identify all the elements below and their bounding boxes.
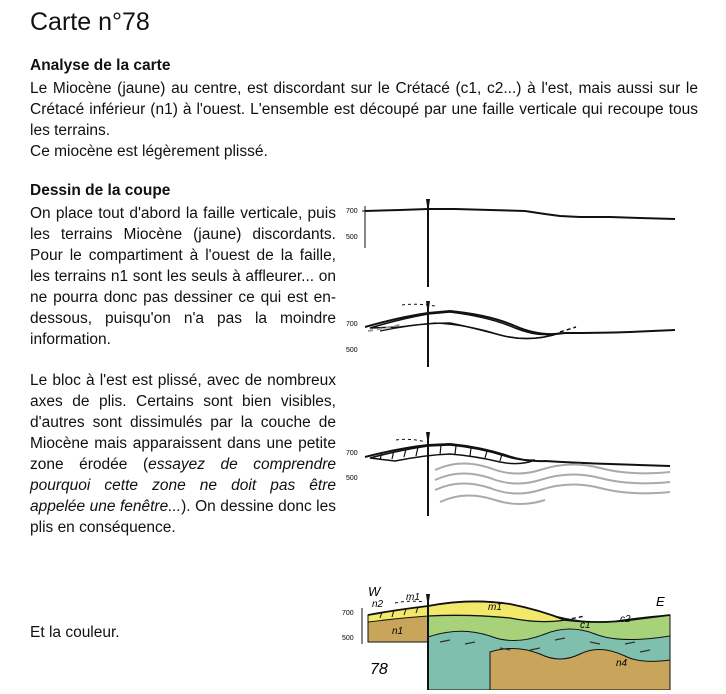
- analyse-conclusion: Ce miocène est légèrement plissé.: [30, 143, 268, 160]
- miocene-layer-3: [370, 445, 535, 464]
- c1-label: c1: [580, 620, 591, 631]
- plis-text-end: ). On dessine donc les plis en conséquence.: [30, 498, 336, 536]
- west-label: W: [368, 584, 381, 599]
- analyse-paragraph: Le Miocène (jaune) au centre, est discordant sur le Crétacé (c1, c2...) à l'est, mais aussi sur le Crétacé inférieur (n1) à l'ouest. L'ensemble est découpé par une faille verticale qui recoupe tous les terrains.: [30, 80, 698, 139]
- eroded-contour-east: [560, 327, 576, 332]
- map-number: 78: [370, 661, 388, 678]
- eroded-contour-top-3: [396, 439, 426, 442]
- sketch-couleur: [340, 582, 690, 690]
- fold-line-3: [435, 483, 670, 493]
- fault-head: [426, 199, 430, 206]
- fault-head-2: [426, 301, 430, 308]
- sketch-miocene: [340, 295, 690, 370]
- n1-label: n1: [392, 626, 404, 637]
- sketch-plis: [340, 428, 690, 518]
- fold-line-4: [440, 495, 545, 504]
- page-title: Carte n°78: [30, 8, 150, 36]
- fault-head-4: [426, 594, 430, 601]
- altitude-500-label-3: 500: [346, 475, 358, 482]
- altitude-500-label-2: 500: [346, 347, 358, 354]
- altitude-500-label-4: 500: [342, 635, 354, 642]
- fold-line-2: [435, 473, 670, 483]
- dessin-paragraph-plis: [30, 370, 336, 538]
- plis-text-italic: essayez de comprendre pourquoi cette zone ne doit pas être appelée une fenêtre...: [30, 456, 337, 515]
- altitude-500-label: 500: [346, 234, 358, 241]
- c2-label: c2: [620, 614, 631, 625]
- dessin-paragraph-faille: On place tout d'abord la faille verticale, puis les terrains Miocène (jaune) discordants. Pour le compartiment à l'ouest de la faille, les terrains n1 sont les seuls à affleurer... on ne pourra donc pas dessiner ce qui est en-dessous, puisqu'on n'a pas la moindre information.: [30, 205, 336, 348]
- east-label: E: [656, 594, 665, 609]
- n2-label: n2: [372, 599, 384, 610]
- n4-label: n4: [616, 658, 628, 669]
- plis-text-start: Le bloc à l'est est plissé, avec de nombreux axes de plis. Certains sont bien visibles, d'autres sont dissimulés par la couche de Miocène mais apparaissent dans une petite zone érodée (: [30, 372, 336, 473]
- couleur-caption: Et la couleur.: [30, 624, 120, 641]
- altitude-700-label-2: 700: [346, 321, 358, 328]
- altitude-700-label-3: 700: [346, 450, 358, 457]
- analyse-heading: Analyse de la carte: [30, 57, 171, 74]
- m1-center-label: m1: [488, 602, 502, 613]
- sketch-faille: [340, 192, 690, 292]
- m1-left-label: m1: [406, 592, 420, 603]
- altitude-700-label: 700: [346, 208, 358, 215]
- eroded-contour-top: [402, 304, 435, 306]
- altitude-700-label-4: 700: [342, 610, 354, 617]
- fault-head-3: [426, 432, 430, 439]
- topography-line: [365, 209, 675, 219]
- dessin-heading: Dessin de la coupe: [30, 182, 171, 199]
